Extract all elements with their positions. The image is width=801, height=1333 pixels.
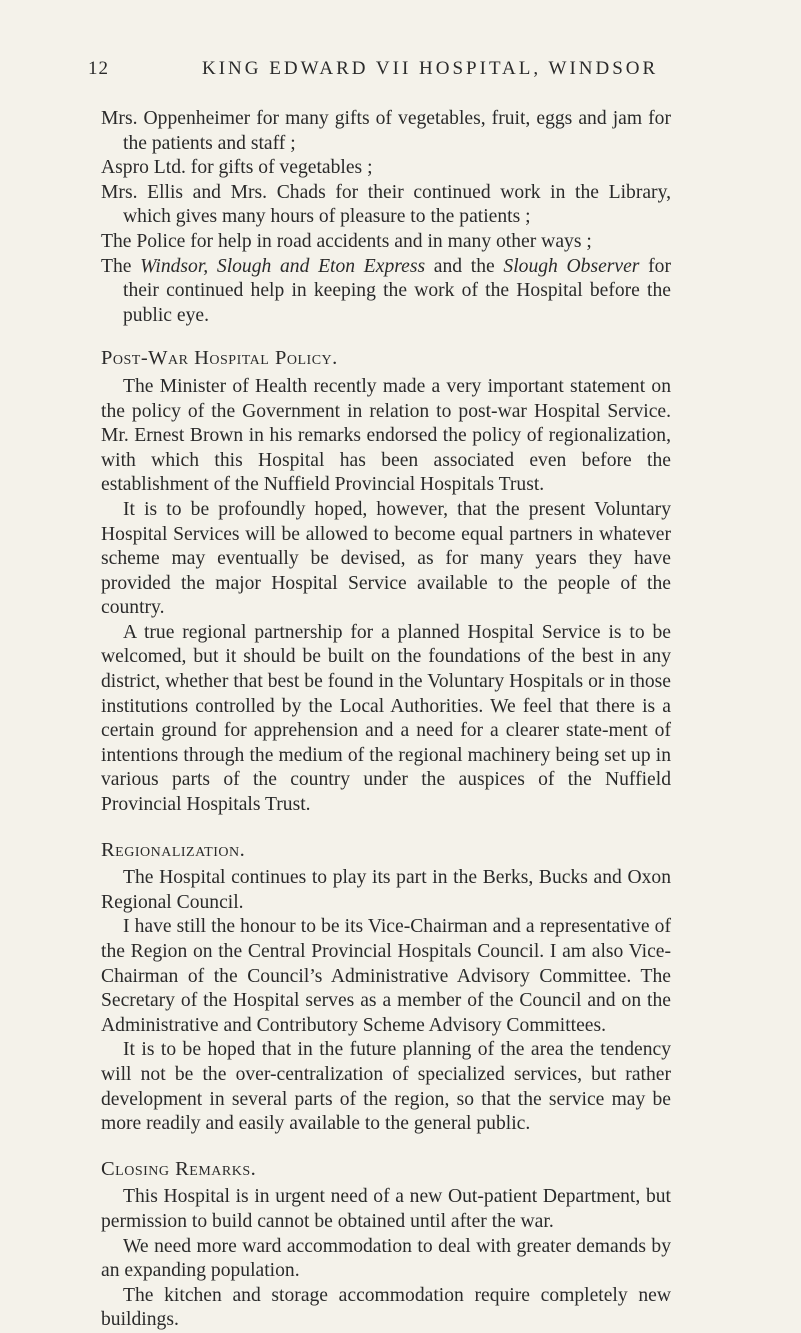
paragraph: A true regional partnership for a planned Hospital Service is to be welcomed, but it should be built on the foundations of the best in any district, whether that best be found in the Voluntary Hospitals or in those institutions controlled by the Local Authorities. We feel that there is a certain ground for apprehension and a need for a clearer state-ment of intentions through the medium of the regional machinery being set up in various parts of the country under the auspices of the Nuffield Provincial Hospitals Trust. (101, 621, 671, 816)
text-span: for their continued help in keeping the work of the Hospital before the public eye. (123, 255, 671, 326)
running-title: KING EDWARD VII HOSPITAL, WINDSOR (202, 58, 659, 79)
thanks-item: Aspro Ltd. for gifts of vegetables ; (101, 157, 373, 179)
paragraph: The kitchen and storage accommodation require completely new buildings. (101, 1284, 671, 1331)
paragraph: I have still the honour to be its Vice-Chairman and a representative of the Region on the Central Provincial Hospitals Council. I am also Vice-Chairman of the Council’s Administrative Advisory Committee. The Secretary of the Hospital serves as a member of the Council and on the Administrative and Contributory Scheme Advisory Committees. (101, 916, 671, 1036)
newspaper-title: Slough Observer (503, 255, 640, 277)
thanks-item: Mrs. Oppenheimer for many gifts of vegetables, fruit, eggs and jam for the patients and staff ; (101, 108, 671, 154)
newspaper-title: Windsor, Slough and Eton Express (140, 255, 426, 277)
section-heading-closing: Closing Remarks. (101, 1157, 257, 1180)
paragraph: We need more ward accommodation to deal with greater demands by an expanding population. (101, 1235, 671, 1282)
section-heading-regionalization: Regionalization. (101, 838, 246, 861)
paragraph: The Minister of Health recently made a very important statement on the policy of the Government in relation to post-war Hospital Service. Mr. Ernest Brown in his remarks endorsed the policy of regionalization, with which this Hospital has been associated even before the establishment of the Nuffield Provincial Hospitals Trust. (101, 375, 671, 496)
paragraph: It is to be hoped that in the future planning of the area the tendency will not be the over-centralization of specialized services, but rather development in several parts of the region, so that the service may be more readily and easily available to the general public. (101, 1039, 671, 1135)
text-span: The (101, 255, 141, 277)
paragraph: The Hospital continues to play its part in the Berks, Bucks and Oxon Regional Council. (101, 867, 671, 913)
page-number: 12 (88, 58, 109, 79)
thanks-item: The Police for help in road accidents and in many other ways ; (101, 230, 592, 252)
paragraph: It is to be profoundly hoped, however, that the present Voluntary Hospital Services will be allowed to become equal partners in whatever scheme may eventually be devised, as for many years they have provided the major Hospital Service available to the people of the country. (101, 498, 671, 619)
text-span: and the (425, 255, 504, 277)
paragraph: This Hospital is in urgent need of a new Out-patient Department, but permission to build cannot be obtained until after the war. (101, 1186, 671, 1232)
thanks-item: Mrs. Ellis and Mrs. Chads for their continued work in the Library, which gives many hours of pleasure to the patients ; (101, 181, 671, 228)
page-body (101, 107, 671, 1333)
section-heading-post-war: Post-War Hospital Policy. (101, 347, 338, 370)
thanks-item-newspapers (101, 255, 671, 329)
